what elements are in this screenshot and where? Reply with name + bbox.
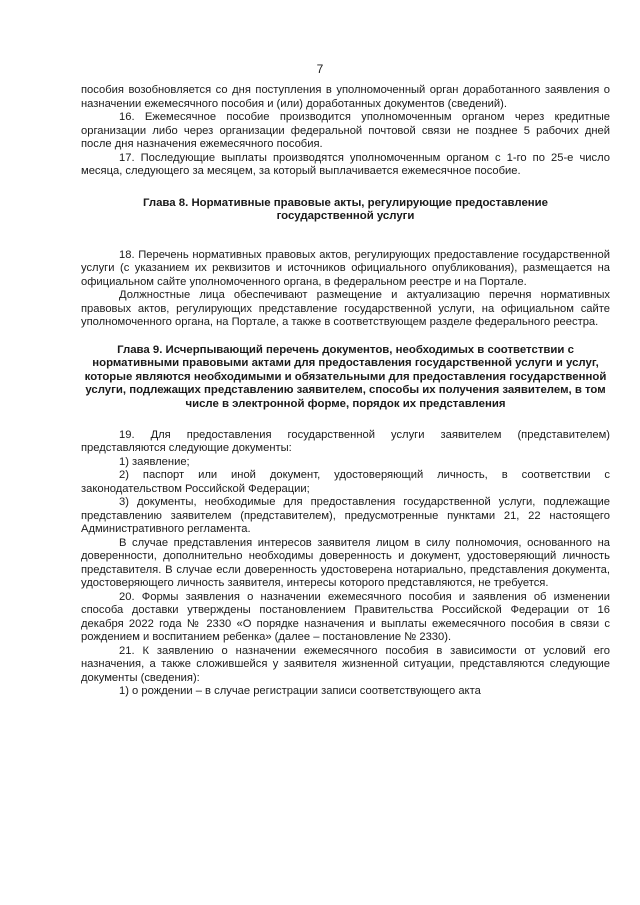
chapter-9-heading: Глава 9. Исчерпывающий перечень документов, необходимых в соответствии с нормативными правовыми актами для предоставления государственной услуги и услуг, которые являются необходимыми и обязательными для предоставления государственной услуги, подлежащих представлению заявителем, способы их получения заявителем, в том числе в электронной форме, порядок их представления — [84, 343, 607, 411]
paragraph: В случае представления интересов заявителя лицом в силу полномочия, основанного на доверенности, дополнительно необходимы доверенность и документ, удостоверяющий личность представителя. В случае если доверенность удостоверена нотариально, представления документа, удостоверяющего личность заявителя, интересы которого представляются, не требуется. — [81, 536, 610, 590]
paragraph: 18. Перечень нормативных правовых актов, регулирующих предоставление государственной услуги (с указанием их реквизитов и источников официального опубликования), размещается на официальном сайте уполномоченного органа, в федеральном реестре и на Портале. — [81, 248, 610, 288]
paragraph: 16. Ежемесячное пособие производится уполномоченным органом через кредитные организации либо через организации федеральной почтовой связи не позднее 5 рабочих дней после дня назначения ежемесячного пособия. — [81, 111, 610, 150]
page-number: 7 — [316, 62, 324, 76]
paragraph: 21. К заявлению о назначении ежемесячного пособия в зависимости от условий его назначения, а также сложившейся у заявителя жизненной ситуации, представляются следующие документы (сведения): — [81, 644, 610, 684]
paragraph: 20. Формы заявления о назначении ежемесячного пособия и заявления об изменении способа доставки утверждены постановлением Правительства Российской Федерации от 16 декабря 2022 года № 2330 «О порядке назначения и выплаты ежемесячного пособия в связи с рождением и воспитанием ребенка» (далее – постановление № 2330). — [81, 590, 610, 644]
paragraph: Должностные лица обеспечивают размещение и актуализацию перечня нормативных правовых актов, регулирующих представление государственной услуги, на официальном сайте уполномоченного органа, на Портале, а также в соответствующем разделе федерального реестра. — [81, 289, 610, 329]
list-item: 3) документы, необходимые для предоставления государственной услуги, подлежащие представлению заявителем (представителем), предусмотренные пунктами 21, 22 настоящего Административного регламента. — [81, 496, 610, 536]
chapter-8-heading: Глава 8. Нормативные правовые акты, регулирующие предоставление государственной услуги — [142, 196, 549, 223]
list-item: 1) о рождении – в случае регистрации записи соответствующего акта — [119, 685, 481, 698]
list-item: 1) заявление; — [119, 455, 190, 468]
document-body — [81, 84, 610, 699]
paragraph: 17. Последующие выплаты производятся уполномоченным органом с 1-го по 25-е число месяца, следующего за месяцем, за который выплачивается ежемесячное пособие. — [81, 151, 610, 177]
paragraph: пособия возобновляется со дня поступления в уполномоченный орган доработанного заявления о назначении ежемесячного пособия и (или) доработанных документов (сведений). — [81, 84, 610, 110]
paragraph: 19. Для предоставления государственной услуги заявителем (представителем) представляются следующие документы: — [81, 428, 610, 455]
list-item: 2) паспорт или иной документ, удостоверяющий личность, в соответствии с законодательством Российской Федерации; — [81, 469, 610, 495]
